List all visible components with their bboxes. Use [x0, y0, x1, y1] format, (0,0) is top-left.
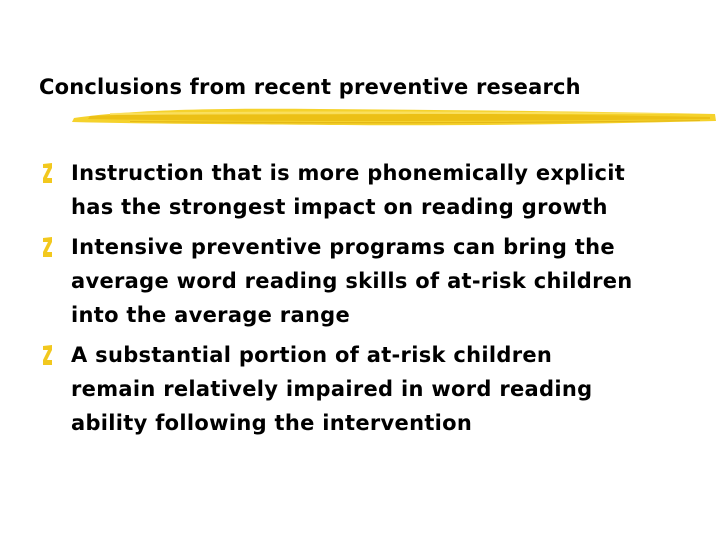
bullet-text-line: ability following the intervention [71, 411, 473, 435]
bullet-text-line: remain relatively impaired in word reading [71, 377, 593, 401]
yellow-z-bullet-icon [43, 345, 52, 365]
bullet-list [40, 156, 700, 446]
brush-stroke-underline [70, 102, 719, 132]
yellow-z-bullet-icon [43, 237, 52, 257]
bullet-text-line: A substantial portion of at-risk children [71, 343, 553, 367]
bullet-text-line: Intensive preventive programs can bring the [71, 235, 615, 259]
yellow-z-bullet-icon [43, 163, 52, 183]
slide-title: Conclusions from recent preventive research [39, 75, 581, 99]
bullet-text-line: into the average range [71, 303, 351, 327]
bullet-text-line: average word reading skills of at-risk children [71, 269, 633, 293]
bullet-text-line: Instruction that is more phonemically explicit [71, 161, 626, 185]
bullet-text-line: has the strongest impact on reading growth [71, 195, 608, 219]
bullet-item [40, 230, 700, 332]
bullet-item [40, 338, 700, 440]
bullet-item [40, 156, 700, 224]
